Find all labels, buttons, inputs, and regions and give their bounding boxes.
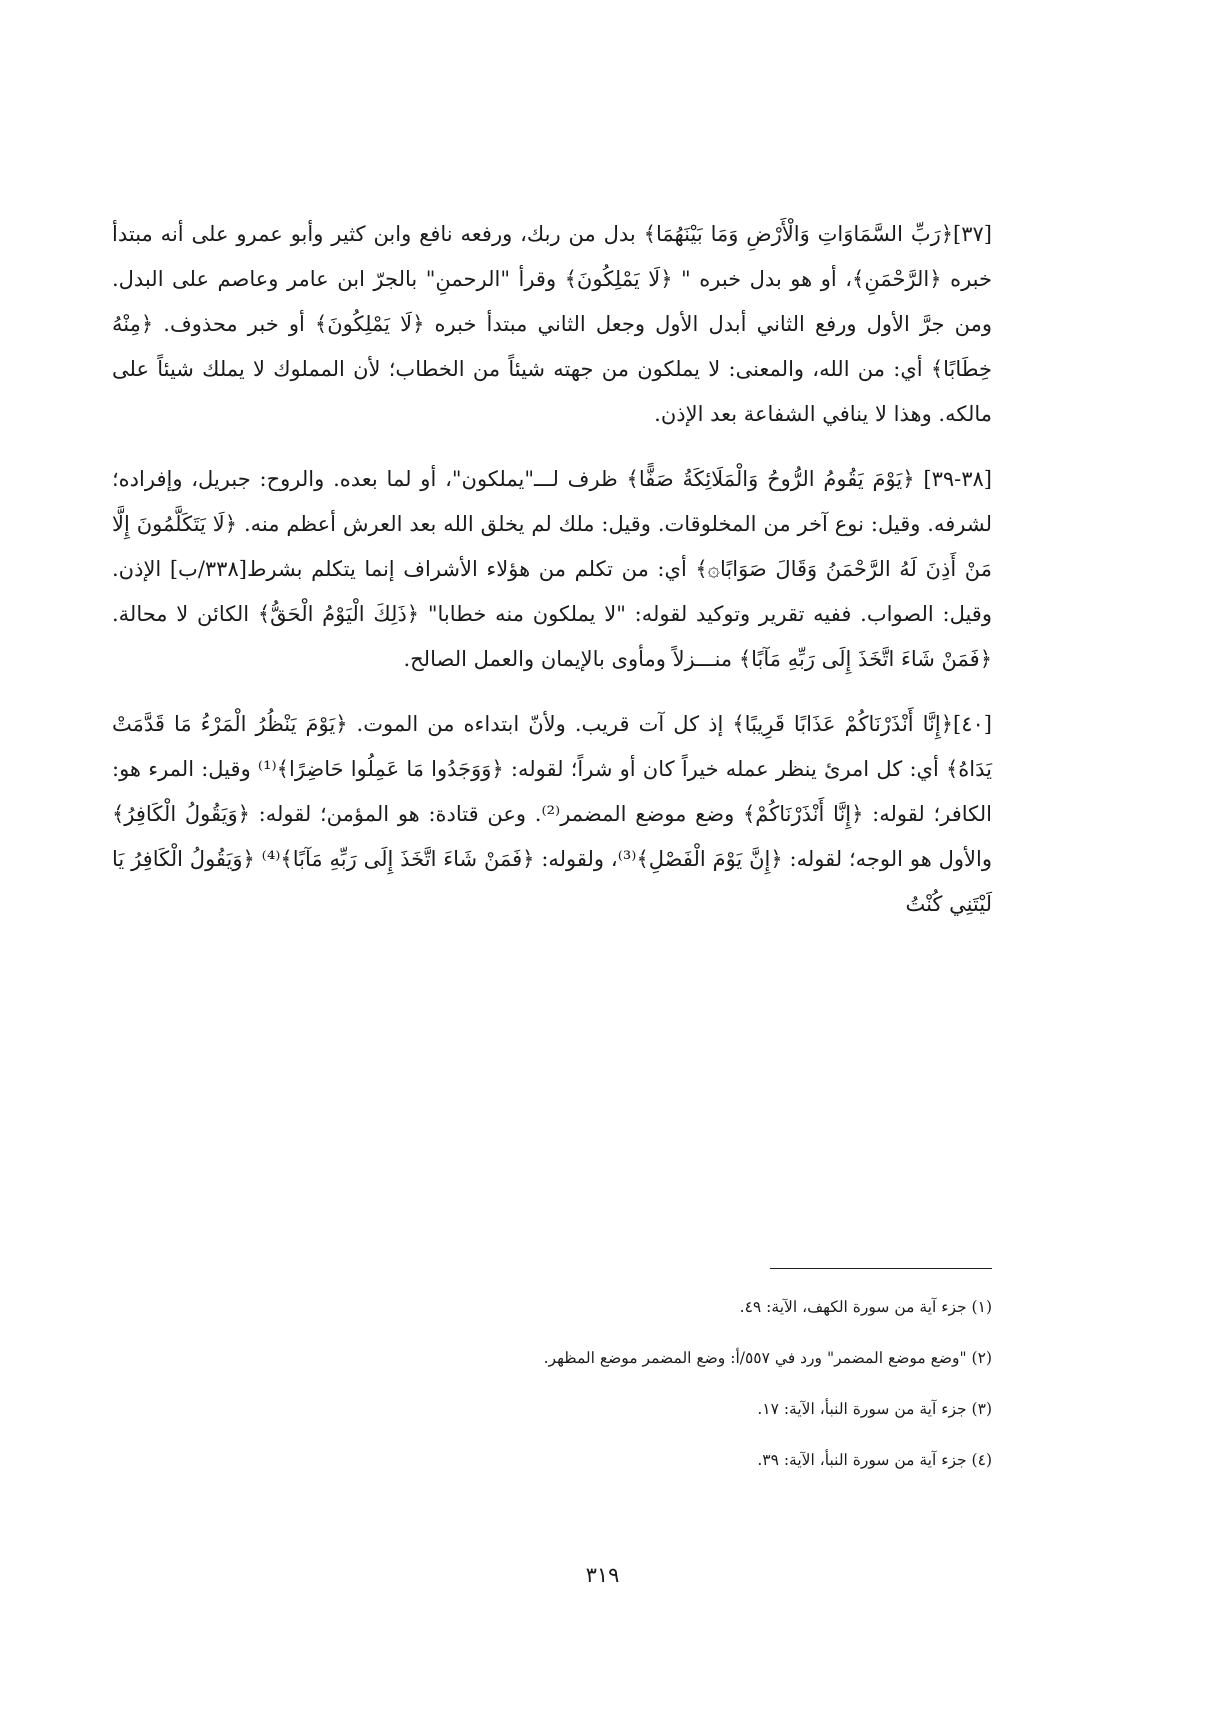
footnote-4: (٤) جزء آية من سورة النبأ، الآية: ٣٩. (757, 1451, 992, 1469)
paragraph-verse-37: [٣٧]﴿رَبِّ السَّمَاوَاتِ وَالْأَرْضِ وَمَا بَيْنَهُمَا﴾ بدل من ربك، ورفعه نافع وابن كثير وأبو عمرو على أنه مبتدأ خبره ﴿الرَّحْمَنِ﴾، أو هو بدل خبره " ﴿لَا يَمْلِكُونَ﴾ وقرأ "الرحمنِ" بالجرّ ابن عامر وعاصم على البدل. ومن جرَّ الأول ورفع الثاني أبدل الأول وجعل الثاني مبتدأ خبره ﴿لَا يَمْلِكُونَ﴾ أو خبر محذوف. ﴿مِنْهُ خِطَابًا﴾ أي: من الله، والمعنى: لا يملكون من جهته شيئاً من الخطاب؛ لأن المملوك لا يملك شيئاً على مالكه. وهذا لا ينافي الشفاعة بعد الإذن. (112, 222, 992, 426)
footnote-3: (٣) جزء آية من سورة النبأ، الآية: ١٧. (757, 1400, 992, 1418)
footnote-2: (٢) "وضع موضع المضمر" ورد في ٥٥٧/أ: وضع المضمر موضع المظهر. (543, 1349, 992, 1367)
paragraph-verse-38-39: [٣٨-٣٩] ﴿يَوْمَ يَقُومُ الرُّوحُ وَالْمَلَائِكَةُ صَفًّا﴾ ظرف لـــ"يملكون"، أو لما بعده. والروح: جبريل، وإفراده؛ لشرفه. وقيل: نوع آخر من المخلوقات. وقيل: ملك لم يخلق الله بعد العرش أعظم منه. ﴿لَا يَتَكَلَّمُونَ إِلَّا مَنْ أَذِنَ لَهُ الرَّحْمَنُ وَقَالَ صَوَابًا۞﴾ أي: من تكلم من هؤلاء الأشراف إنما يتكلم بشرط[٣٣٨/ب] الإذن. وقيل: الصواب. ففيه تقرير وتوكيد لقوله: "لا يملكون منه خطابا" ﴿ذَلِكَ الْيَوْمُ الْحَقُّ﴾ الكائن لا محالة. ﴿فَمَنْ شَاءَ اتَّخَذَ إِلَى رَبِّهِ مَآبًا﴾ منـــزلاً ومأوى بالإيمان والعمل الصالح. (112, 467, 992, 671)
footnote-separator (770, 1268, 992, 1269)
footnotes (112, 1294, 992, 1498)
page-number: ٣١٩ (585, 1563, 620, 1587)
footnote-1: (١) جزء آية من سورة الكهف، الآية: ٤٩. (739, 1298, 992, 1316)
paragraph-verse-40: [٤٠]﴿إِنَّا أَنْذَرْنَاكُمْ عَذَابًا قَرِيبًا﴾ إذ كل آت قريب. ولأنّ ابتداءه من الموت. ﴿يَوْمَ يَنْظُرُ الْمَرْءُ مَا قَدَّمَتْ يَدَاهُ﴾ أي: كل امرئ ينظر عمله خيراً كان أو شراً؛ لقوله: ﴿وَوَجَدُوا مَا عَمِلُوا حَاضِرًا﴾⁽¹⁾ وقيل: المرء هو: الكافر؛ لقوله: ﴿إِنَّا أَنْذَرْنَاكُمْ﴾ وضع موضع المضمر⁽²⁾. وعن قتادة: هو المؤمن؛ لقوله: ﴿وَيَقُولُ الْكَافِرُ﴾ والأول هو الوجه؛ لقوله: ﴿إِنَّ يَوْمَ الْفَصْلِ﴾⁽³⁾، ولقوله: ﴿فَمَنْ شَاءَ اتَّخَذَ إِلَى رَبِّهِ مَآبًا﴾⁽⁴⁾ ﴿وَيَقُولُ الْكَافِرُ يَا لَيْتَنِي كُنْتُ (112, 712, 993, 916)
main-text (112, 212, 992, 947)
